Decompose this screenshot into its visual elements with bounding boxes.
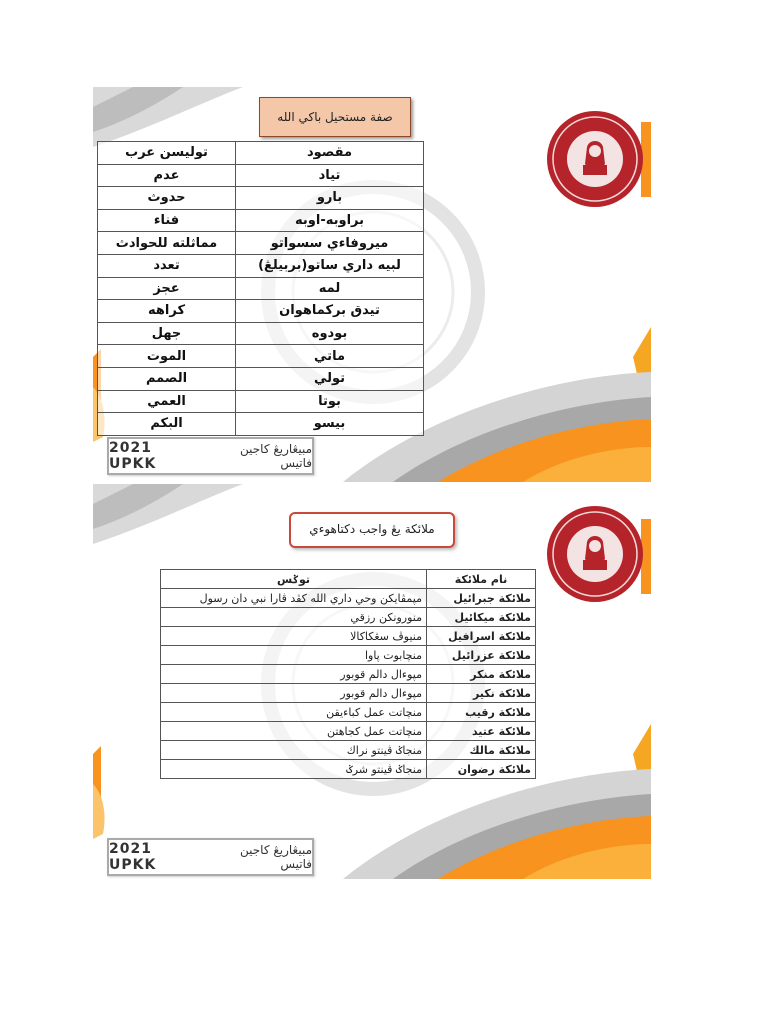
table-row <box>98 254 424 277</box>
angel-name-cell: ملائکة رضوان <box>427 760 536 779</box>
meaning-cell: براوبه-اوبه <box>236 209 424 232</box>
meaning-cell: تيدق بركماهوان <box>236 300 424 323</box>
angel-task-cell: منچابوت ڽاوا <box>161 646 427 665</box>
table-row <box>98 345 424 368</box>
angel-task-cell: مڽوءال دالم قوبور <box>161 684 427 703</box>
header-task: توݢس <box>161 570 427 589</box>
angel-task-cell: مڽمڤايکن وحي داري الله كڤد ڤارا نبي دان رسول <box>161 589 427 608</box>
footer-script: مبيڠاريڠ كاجين فاتيس <box>240 843 312 871</box>
table-body <box>98 164 424 435</box>
angel-task-cell: منورونکن رزقي <box>161 608 427 627</box>
meaning-cell: ميروفاءي سسواتو <box>236 232 424 255</box>
footer-banner <box>107 838 314 876</box>
angel-task-cell: منجاݢ ڤينتو شرݢ <box>161 760 427 779</box>
arabic-term-cell: الصمم <box>98 367 236 390</box>
arabic-term-cell: حدوث <box>98 187 236 210</box>
meaning-cell: ماتي <box>236 345 424 368</box>
table-body <box>161 589 536 779</box>
arabic-term-cell: فناء <box>98 209 236 232</box>
table-row <box>161 741 536 760</box>
arabic-term-cell: العمي <box>98 390 236 413</box>
slide-malaikat <box>93 484 651 879</box>
table-row <box>161 627 536 646</box>
arabic-term-cell: عدم <box>98 164 236 187</box>
angel-task-cell: منچاتت عمل کجاهتن <box>161 722 427 741</box>
arabic-term-cell: البكم <box>98 413 236 436</box>
angel-name-cell: ملائکة مالك <box>427 741 536 760</box>
meaning-cell: بودوه <box>236 322 424 345</box>
table-row <box>98 322 424 345</box>
arabic-term-cell: الموت <box>98 345 236 368</box>
table-row <box>161 722 536 741</box>
malaikat-table <box>160 569 536 779</box>
arabic-term-cell: جهل <box>98 322 236 345</box>
table-row <box>98 390 424 413</box>
table-row <box>98 367 424 390</box>
arabic-term-cell: كراهه <box>98 300 236 323</box>
table-row <box>161 684 536 703</box>
footer-script: مبيڠاريڠ كاجين فاتيس <box>240 442 312 470</box>
table-row <box>161 589 536 608</box>
angel-task-cell: منيوڤ سڠکاکالا <box>161 627 427 646</box>
meaning-cell: لمه <box>236 277 424 300</box>
table-header-row <box>98 142 424 165</box>
angel-name-cell: ملائکة جبرائيل <box>427 589 536 608</box>
footer-year: 2021 UPKK <box>109 440 157 472</box>
angel-name-cell: ملائکة عتيد <box>427 722 536 741</box>
angel-name-cell: ملائکة اسرافيل <box>427 627 536 646</box>
table-row <box>161 608 536 627</box>
table-row <box>161 760 536 779</box>
header-angel-name: نام ملائکة <box>427 570 536 589</box>
table-row <box>98 164 424 187</box>
angel-task-cell: منچاتت عمل کباءيقن <box>161 703 427 722</box>
table-row <box>161 703 536 722</box>
meaning-cell: بيسو <box>236 413 424 436</box>
table-row <box>98 277 424 300</box>
slide-title: صفة مستحيل باکي الله <box>259 97 411 137</box>
table-row <box>161 665 536 684</box>
angel-name-cell: ملائکة عزرائيل <box>427 646 536 665</box>
table-row <box>98 413 424 436</box>
header-arabic: توليسن عرب <box>98 142 236 165</box>
panitia-seal-icon <box>545 504 645 604</box>
table-row <box>98 300 424 323</box>
table-header-row <box>161 570 536 589</box>
table-row <box>98 232 424 255</box>
arabic-term-cell: عجز <box>98 277 236 300</box>
angel-name-cell: ملائکة نکير <box>427 684 536 703</box>
table-row <box>98 187 424 210</box>
angel-task-cell: منجاݢ ڤينتو نراك <box>161 741 427 760</box>
angel-name-cell: ملائکة ميکائيل <box>427 608 536 627</box>
angel-name-cell: ملائکة منکر <box>427 665 536 684</box>
meaning-cell: لبيه داري ساتو(بربيلڠ) <box>236 254 424 277</box>
meaning-cell: بارو <box>236 187 424 210</box>
arabic-term-cell: تعدد <box>98 254 236 277</box>
meaning-cell: بوتا <box>236 390 424 413</box>
table-row <box>161 646 536 665</box>
footer-banner <box>107 437 314 475</box>
slide-title: ملائکة يڠ واجب دکتاهوءي <box>289 512 455 548</box>
angel-task-cell: مڽوءال دالم قوبور <box>161 665 427 684</box>
meaning-cell: تولي <box>236 367 424 390</box>
table-row <box>98 209 424 232</box>
slide-sifat-mustahil <box>93 87 651 482</box>
arabic-term-cell: مماثلته للحوادث <box>98 232 236 255</box>
meaning-cell: تياد <box>236 164 424 187</box>
angel-name-cell: ملائکة رقيب <box>427 703 536 722</box>
panitia-seal-icon <box>545 109 645 209</box>
footer-year: 2021 UPKK <box>109 841 157 873</box>
header-meaning: مقصود <box>236 142 424 165</box>
sifat-mustahil-table <box>97 141 424 436</box>
